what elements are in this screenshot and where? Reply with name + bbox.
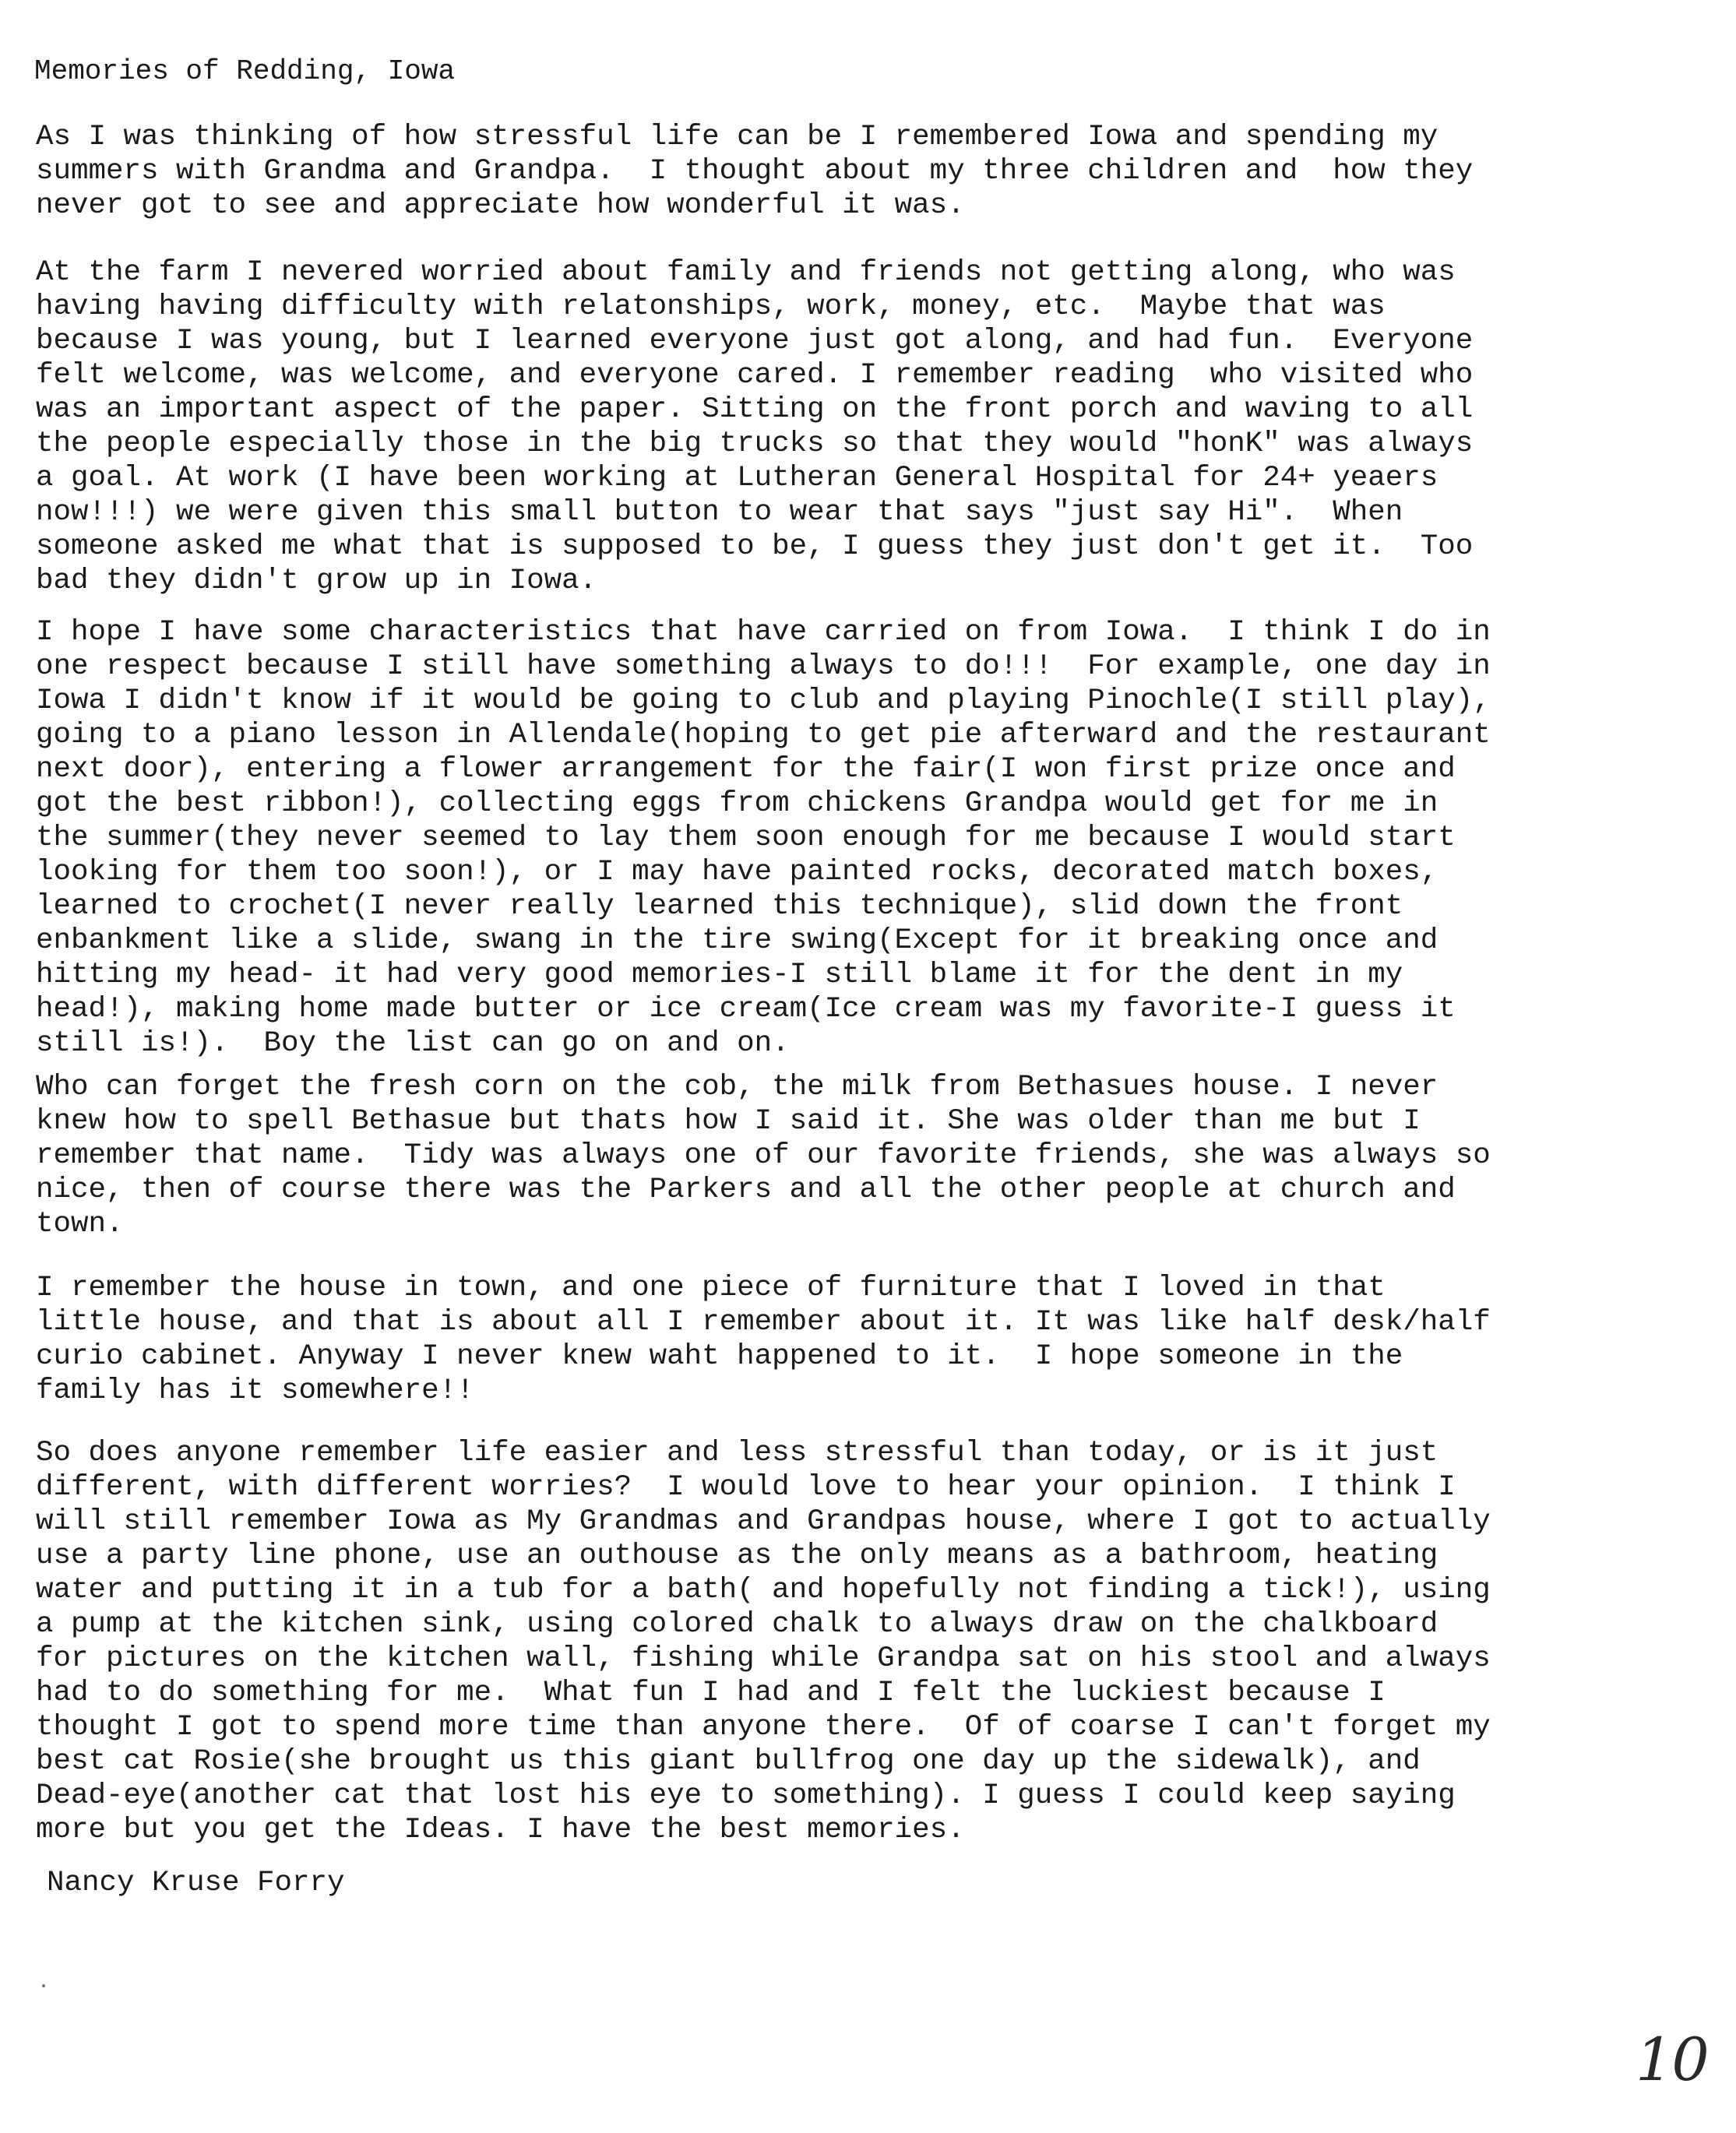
text-line: As I was thinking of how stressful life can be I remembered Iowa and spending my bbox=[36, 121, 1438, 153]
paragraph-1 bbox=[36, 120, 1473, 223]
paragraph-5 bbox=[36, 1271, 1491, 1408]
text-line: for pictures on the kitchen wall, fishing while Grandpa sat on his stool and always bbox=[36, 1642, 1491, 1675]
paragraph-2 bbox=[36, 255, 1473, 598]
text-line: Iowa I didn't know if it would be going to club and playing Pinochle(I still play), bbox=[36, 685, 1491, 717]
text-line: I remember the house in town, and one piece of furniture that I loved in that bbox=[36, 1272, 1386, 1304]
text-line: town. bbox=[36, 1208, 124, 1241]
text-line: bad they didn't grow up in Iowa. bbox=[36, 565, 597, 597]
text-line: because I was young, but I learned everyone just got along, and had fun. Everyone bbox=[36, 325, 1474, 357]
text-line: So does anyone remember life easier and less stressful than today, or is it just bbox=[36, 1437, 1438, 1470]
text-line: a goal. At work (I have been working at Lutheran General Hospital for 24+ yeaers bbox=[36, 462, 1438, 495]
scan-speck bbox=[42, 1984, 45, 1987]
text-line: will still remember Iowa as My Grandmas and Grandpas house, where I got to actually bbox=[36, 1505, 1491, 1538]
text-line: At the farm I nevered worried about family and friends not getting along, who was bbox=[36, 256, 1456, 289]
text-line: head!), making home made butter or ice cream(Ice cream was my favorite-I guess it bbox=[36, 993, 1456, 1026]
text-line: summers with Grandma and Grandpa. I thought about my three children and how they bbox=[36, 155, 1474, 188]
text-line: use a party line phone, use an outhouse as the only means as a bathroom, heating bbox=[36, 1540, 1438, 1572]
handwritten-page-number: 10 bbox=[1636, 2025, 1708, 2094]
text-line: got the best ribbon!), collecting eggs from chickens Grandpa would get for me in bbox=[36, 787, 1438, 820]
text-line: still is!). Boy the list can go on and on. bbox=[36, 1027, 790, 1060]
text-line: family has it somewhere!! bbox=[36, 1374, 474, 1407]
text-line: was an important aspect of the paper. Sitting on the front porch and waving to all bbox=[36, 393, 1474, 426]
text-line: little house, and that is about all I remember about it. It was like half desk/half bbox=[36, 1306, 1491, 1339]
text-line: curio cabinet. Anyway I never knew waht happened to it. I hope someone in the bbox=[36, 1340, 1403, 1373]
text-line: having having difficulty with relatonships, work, money, etc. Maybe that was bbox=[36, 290, 1386, 323]
text-line: water and putting it in a tub for a bath( and hopefully not finding a tick!), using bbox=[36, 1574, 1491, 1607]
text-line: going to a piano lesson in Allendale(hoping to get pie afterward and the restaurant bbox=[36, 719, 1491, 751]
text-line: looking for them too soon!), or I may have painted rocks, decorated match boxes, bbox=[36, 856, 1438, 889]
text-line: felt welcome, was welcome, and everyone cared. I remember reading who visited who bbox=[36, 359, 1474, 392]
text-line: the summer(they never seemed to lay them soon enough for me because I would start bbox=[36, 822, 1456, 854]
text-line: different, with different worries? I would love to hear your opinion. I think I bbox=[36, 1471, 1456, 1504]
text-line: someone asked me what that is supposed to be, I guess they just don't get it. Too bbox=[36, 530, 1474, 563]
paragraph-6 bbox=[36, 1436, 1491, 1847]
text-line: Who can forget the fresh corn on the cob, the milk from Bethasues house. I never bbox=[36, 1071, 1438, 1103]
text-line: Dead-eye(another cat that lost his eye to something). I guess I could keep saying bbox=[36, 1779, 1456, 1812]
text-line: one respect because I still have something always to do!!! For example, one day in bbox=[36, 650, 1491, 683]
text-line: had to do something for me. What fun I had and I felt the luckiest because I bbox=[36, 1677, 1386, 1709]
text-line: a pump at the kitchen sink, using colored chalk to always draw on the chalkboard bbox=[36, 1608, 1438, 1641]
text-line: next door), entering a flower arrangement for the fair(I won first prize once and bbox=[36, 753, 1456, 786]
text-line: I hope I have some characteristics that have carried on from Iowa. I think I do in bbox=[36, 616, 1491, 649]
paragraph-4 bbox=[36, 1070, 1491, 1241]
text-line: never got to see and appreciate how wonderful it was. bbox=[36, 189, 965, 222]
text-line: now!!!) we were given this small button to wear that says "just say Hi". When bbox=[36, 496, 1403, 529]
paragraph-3 bbox=[36, 615, 1491, 1061]
text-line: hitting my head- it had very good memories-I still blame it for the dent in my bbox=[36, 959, 1403, 991]
text-line: the people especially those in the big trucks so that they would "honK" was always bbox=[36, 428, 1474, 460]
text-line: more but you get the Ideas. I have the best memories. bbox=[36, 1814, 965, 1846]
text-line: knew how to spell Bethasue but thats how I said it. She was older than me but I bbox=[36, 1105, 1421, 1138]
text-line: learned to crochet(I never really learned this technique), slid down the front bbox=[36, 890, 1403, 923]
text-line: nice, then of course there was the Parkers and all the other people at church and bbox=[36, 1174, 1456, 1206]
document-title: Memories of Redding, Iowa bbox=[34, 55, 456, 87]
text-line: enbankment like a slide, swang in the tire swing(Except for it breaking once and bbox=[36, 924, 1438, 957]
text-line: best cat Rosie(she brought us this giant bullfrog one day up the sidewalk), and bbox=[36, 1745, 1421, 1778]
text-line: remember that name. Tidy was always one of our favorite friends, she was always so bbox=[36, 1139, 1491, 1172]
author-signature: Nancy Kruse Forry bbox=[47, 1867, 345, 1899]
text-line: thought I got to spend more time than anyone there. Of of coarse I can't forget my bbox=[36, 1711, 1491, 1744]
